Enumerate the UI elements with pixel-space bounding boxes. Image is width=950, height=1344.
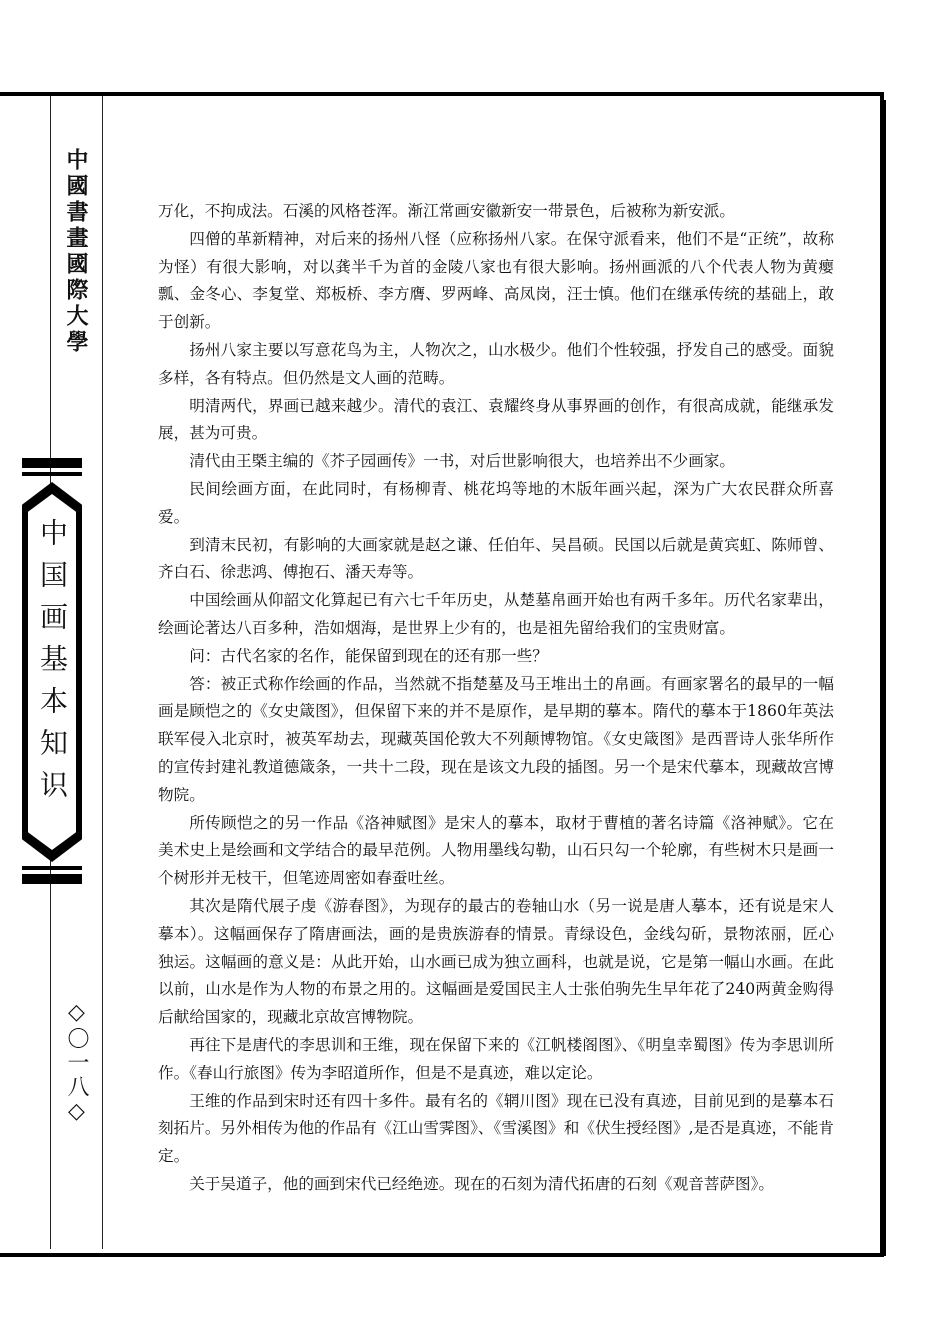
university-name: 中國書畫國際大學 [63,148,89,356]
paragraph: 其次是隋代展子虔《游春图》，为现存的最古的卷轴山水（另一说是唐人摹本，还有说是宋人摹本）。这幅画保存了隋唐画法，画的是贵族游春的情景。青绿设色，金线勾斫，景物浓丽，匠心独运。这幅画的意义是：从此开始，山水画已成为独立画科，也就是说，它是第一幅山水画。在此以前，山水是作为人物的布景之用的。这幅画是爱国民主人士张伯驹先生早年花了240两黄金购得后献给国家的，现藏北京故宫博物院。 [158,896,834,1027]
paragraph: 关于吴道子，他的画到宋代已经绝迹。现在的石刻为清代拓唐的石刻《观音菩萨图》。 [189,1174,774,1193]
paragraph: 扬州八家主要以写意花鸟为主，人物次之，山水极少。他们个性较强，抒发自己的感受。面貌多样，各有特点。但仍然是文人画的范畴。 [158,340,834,387]
book-title: 中国画基本知识 [36,518,69,812]
paragraph: 到清末民初，有影响的大画家就是赵之谦、任伯年、吴昌硕。民国以后就是黄宾虹、陈师曾、齐白石、徐悲鸿、傅抱石、潘天寿等。 [158,535,834,582]
title-ornament-bottom-thin [22,866,82,870]
paragraph: 所传顾恺之的另一作品《洛神赋图》是宋人的摹本，取材于曹植的著名诗篇《洛神赋》。它在美术史上是绘画和文学结合的最早范例。人物用墨线勾勒，山石只勾一个轮廓，有些树木只是画一个树形并无枝干，但笔迹周密如春蚕吐丝。 [158,813,834,888]
question: 问：古代名家的名作，能保留到现在的还有那一些？ [189,646,548,665]
paragraph: 四僧的革新精神，对后来的扬州八怪（应称扬州八家。在保守派看来，他们不是“正统”，故称为怪）有很大影响，对以龚半千为首的金陵八家也有很大影响。扬州画派的八个代表人物为黄瘿瓢、金冬心、李复堂、郑板桥、李方膺、罗两峰、高凤岗，汪士慎。他们在继承传统的基础上，敢于创新。 [158,229,834,332]
title-ornament-top [22,458,82,468]
paragraph: 民间绘画方面，在此同时，有杨柳青、桃花坞等地的木版年画兴起，深为广大农民群众所喜爱。 [158,479,834,526]
frame-shadow-bottom [8,1253,886,1256]
paragraph: 明清两代，界画已越来越少。清代的袁江、袁耀终身从事界画的创作，有很高成就，能继承发展，甚为可贵。 [158,396,834,443]
paragraph: 王维的作品到宋时还有四十多件。最有名的《辋川图》现在已没有真迹，目前见到的是摹本石刻拓片。另外相传为他的作品有《江山雪霁图》、《雪溪图》和《伏生授经图》,是否是真迹，不能肯定。 [158,1091,834,1166]
page-number: ◇〇一八◇ [64,1000,89,1126]
frame-shadow-right [883,100,886,1256]
sidebar-rule-right [102,96,103,1249]
paragraph: 中国绘画从仰韶文化算起已有六七千年历史，从楚墓帛画开始也有两千多年。历代名家辈出，绘画论著达八百多种，浩如烟海，是世界上少有的，也是祖先留给我们的宝贵财富。 [158,591,834,637]
body-text [158,198,834,1199]
paragraph: 清代由王槩主编的《芥子园画传》一书，对后世影响很大，也培养出不少画家。 [189,452,735,471]
paragraph: 万化，不拘成法。石溪的风格苍浑。渐江常画安徽新安一带景色，后被称为新安派。 [158,202,735,220]
title-ornament-top-thin [22,472,82,476]
paragraph: 再往下是唐代的李思训和王维，现在保留下来的《江帆楼阁图》、《明皇幸蜀图》传为李思训所作。《春山行旅图》传为李昭道所作，但是不是真迹，难以定论。 [158,1035,834,1082]
answer: 答：被正式称作绘画的作品，当然就不指楚墓及马王堆出土的帛画。有画家署名的最早的一幅画是顾恺之的《女史箴图》，但保留下来的并不是原作，是早期的摹本。隋代的摹本于1860年英法联军侵入北京时，被英军劫去，现藏英国伦敦大不列颠博物馆。《女史箴图》是西晋诗人张华所作的宣传封建礼教道德箴条，一共十二段，现在是该文九段的插图。另一个是宋代摹本，现藏故宫博物院。 [158,674,834,804]
title-ornament-bottom [22,874,82,884]
